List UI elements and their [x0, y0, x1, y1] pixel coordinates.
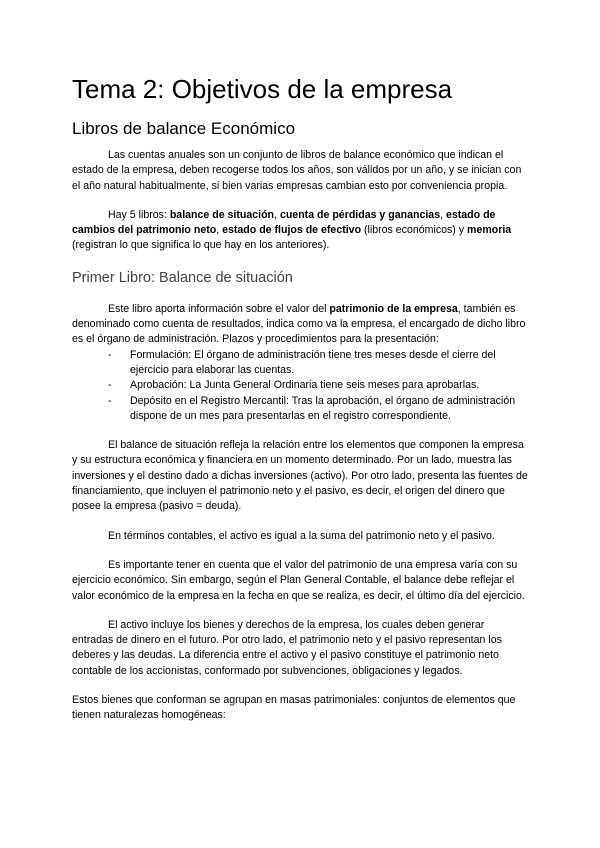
- paragraph-patrimonio-empresa: [72, 302, 528, 348]
- text-run: ,: [440, 208, 446, 221]
- text-run: , también es denominado como cuenta de resultados, indica como va la empresa, el encargado de dicho libro es el órgano de administración. Plazos y procedimientos para la presentación:: [72, 302, 526, 346]
- bold-term-estado-flujos-efectivo: estado de flujos de efectivo: [222, 224, 362, 237]
- bold-term-estado-cambios-patrimonio: estado de cambios del patrimonio neto: [72, 208, 496, 237]
- paragraph-valor-patrimonio: Es importante tener en cuenta que el valor del patrimonio de una empresa varía con su ejercicio económico. Sin embargo, según el Plan General Contable, el balance debe reflejar el valor económico de la empresa en la fecha en que se realiza, es decir, el último día del ejercicio.: [72, 558, 525, 602]
- bold-term-patrimonio-empresa: patrimonio de la empresa: [329, 302, 458, 315]
- text-run: ,: [216, 224, 223, 237]
- text-run: (registran lo que significa lo que hay en los anteriores).: [72, 239, 330, 252]
- document-title: Tema 2: Objetivos de la empresa: [72, 74, 453, 104]
- section-heading-libros-balance: Libros de balance Económico: [72, 119, 296, 138]
- list-item-aprobacion: - Aprobación: La Junta General Ordinaria tiene seis meses para aprobarlas.: [108, 378, 528, 393]
- text-run: (libros económicos) y: [361, 224, 468, 237]
- paragraph-cuentas-anuales: Las cuentas anuales son un conjunto de libros de balance económico que indican el estado de la empresa, deben recogerse todos los años, son válidos por un año, y se inician con el año natural habitualmente, si bien varias empresas cambian esto por conveniencia propia.: [72, 149, 522, 192]
- list-item-formulacion: - Formulación: El órgano de administración tiene tres meses desde el cierre del ejercicio para elaborar las cuentas.: [108, 348, 528, 379]
- list-plazos-presentacion: [72, 348, 528, 424]
- paragraph-terminos-contables: En términos contables, el activo es igual a la suma del patrimonio neto y el pasivo.: [108, 529, 495, 542]
- paragraph-cinco-libros: [72, 208, 528, 254]
- section-heading-primer-libro: Primer Libro: Balance de situación: [72, 269, 293, 286]
- paragraph-masas-patrimoniales: Estos bienes que conforman se agrupan en masas patrimoniales: conjuntos de elementos que tienen naturalezas homogéneas:: [72, 694, 516, 722]
- paragraph-activo-incluye: El activo incluye los bienes y derechos de la empresa, los cuales deben generar entradas de dinero en el futuro. Por otro lado, el patrimonio neto y el pasivo representan los deberes y las deudas. La diferencia entre el activo y el pasivo constituye el patrimonio neto contable de los accionistas, conformado por subvenciones, obligaciones y legados.: [72, 618, 502, 677]
- bold-term-balance-situacion: balance de situación: [169, 208, 275, 221]
- list-item-deposito: - Depósito en el Registro Mercantil: Tras la aprobación, el órgano de administración dispone de un mes para presentarlas en el registro correspondiente.: [108, 394, 528, 425]
- text-run: Este libro aporta información sobre el valor del: [108, 302, 330, 315]
- text-run: ,: [274, 208, 280, 221]
- bold-term-cuenta-perdidas-ganancias: cuenta de pérdidas y ganancias: [279, 208, 441, 221]
- paragraph-balance-relacion: El balance de situación refleja la relación entre los elementos que componen la empresa y su estructura económica y financiera en un momento determinado. Por un lado, muestra las inversiones y el destino dado a dichas inversiones (activo). Por otro lado, presenta las fuentes de financiamiento, que incluyen el patrimonio neto y el pasivo, es decir, el origen del dinero que posee la empresa (pasivo = deuda).: [72, 439, 528, 513]
- bold-term-memoria: memoria: [467, 224, 512, 237]
- text-run: Hay 5 libros:: [108, 208, 170, 221]
